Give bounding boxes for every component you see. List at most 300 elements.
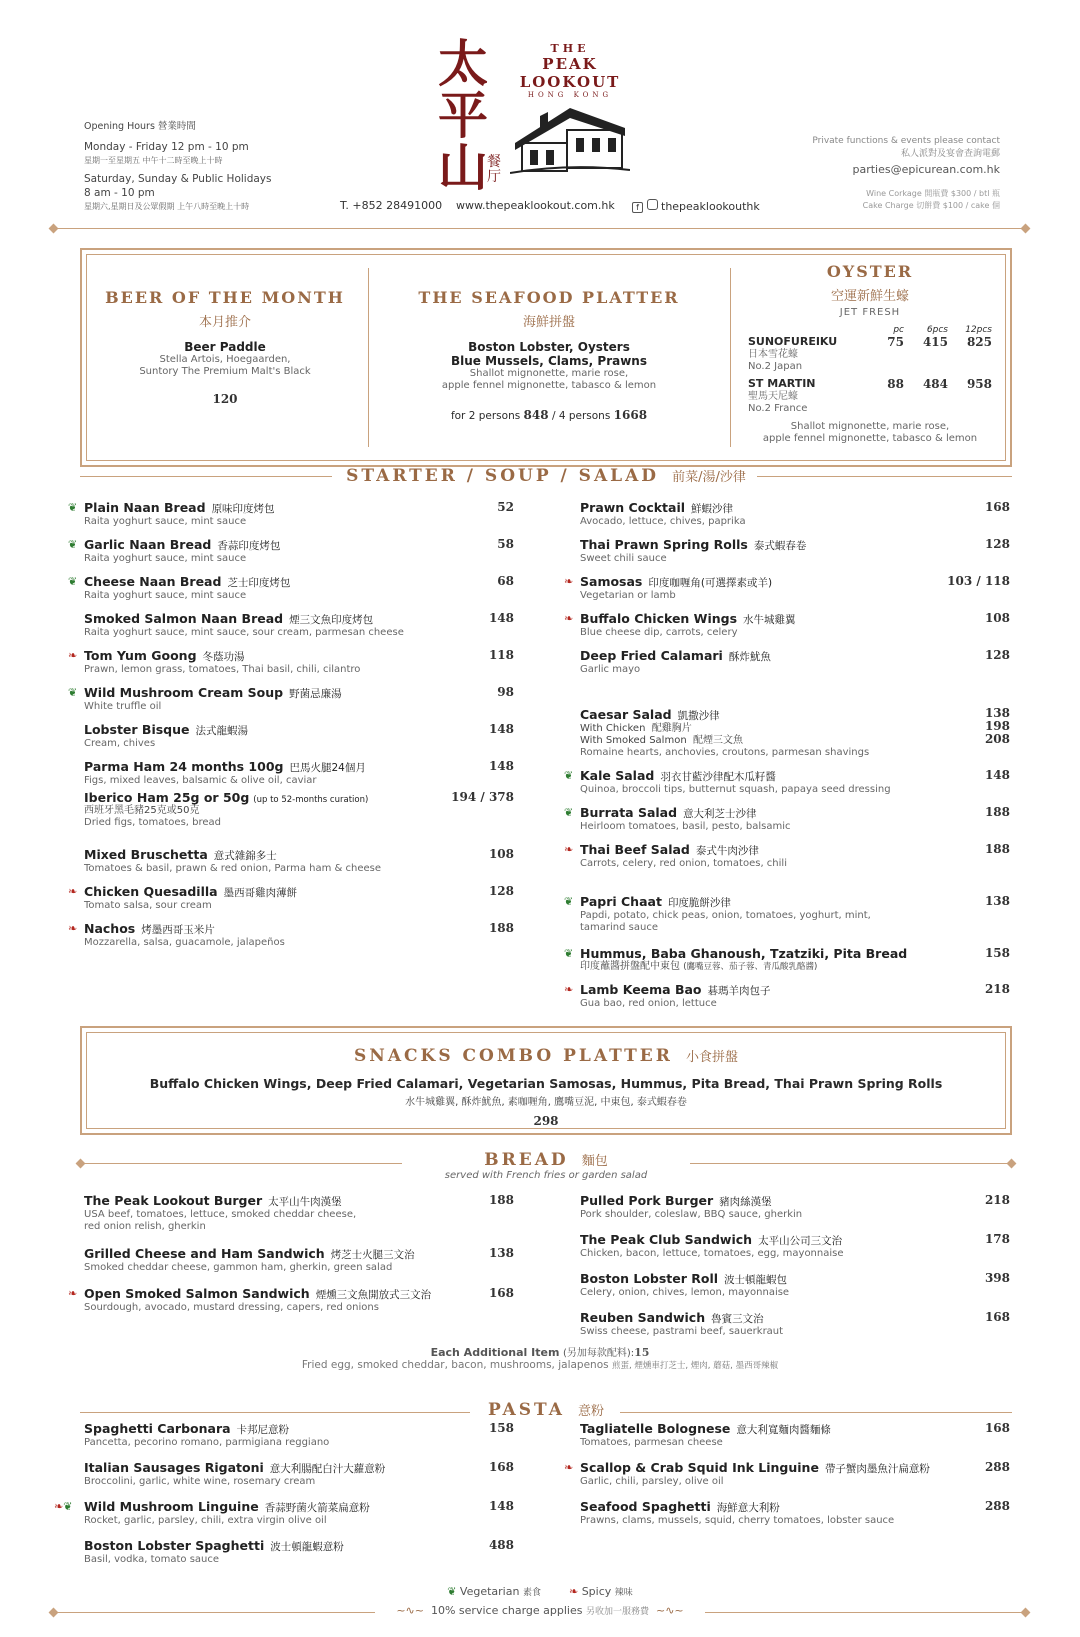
menu-item	[84, 847, 514, 875]
oyster-title: OYSTER	[826, 262, 914, 281]
item-desc: Garlic, chili, parsley, olive oil	[580, 1476, 724, 1487]
menu-item	[84, 611, 514, 639]
item-name-cn: 香蒜野菌火箭菜扁意粉	[264, 1502, 370, 1514]
logo-hong-kong: HONG KONG	[527, 91, 613, 99]
item-desc: Quinoa, broccoli tips, butternut squash, papaya seed dressing	[580, 784, 891, 795]
logo-chinese: 太平山	[438, 34, 488, 197]
vegetarian-icon: ❦	[68, 686, 78, 699]
item-name-cn: 煙三文魚印度烤包	[289, 614, 374, 626]
item-name: Spaghetti Carbonara	[84, 1421, 231, 1436]
oyster-price: 825	[966, 335, 992, 349]
phone-number[interactable]: T. +852 28491000	[340, 199, 443, 212]
seafood-desc-1: Shallot mignonette, marie rose,	[469, 368, 629, 379]
oyster-origin: No.2 Japan	[748, 361, 803, 372]
starter-title: STARTER / SOUP / SALAD	[346, 466, 660, 486]
seafood-platter	[369, 250, 729, 465]
oyster-col-label: 12pcs	[965, 325, 992, 335]
item-name-cn: 帶子蟹肉墨魚汁扁意粉	[824, 1463, 930, 1475]
beer-name: Beer Paddle	[184, 340, 266, 354]
item-name-cn: 芝士印度烤包	[227, 577, 291, 589]
seafood-title: THE SEAFOOD PLATTER	[418, 288, 680, 307]
additional-items	[0, 1344, 1080, 1371]
item-name-cn: 西班牙黑毛豬25克或50克	[84, 805, 200, 816]
item-price: 168	[984, 500, 1010, 514]
item-name-cn: 水牛城雞翼	[743, 614, 796, 626]
item-desc: Garlic mayo	[580, 664, 641, 675]
item-desc: Dried figs, tomatoes, bread	[84, 817, 222, 828]
item-desc-2: red onion relish, gherkin	[84, 1221, 206, 1232]
item-name: Tagliatelle Bolognese	[580, 1421, 731, 1436]
menu-item	[68, 574, 514, 602]
item-name: Hummus, Baba Ghanoush, Tzatziki, Pita Bread	[580, 946, 908, 961]
menu-item-caesar-salad	[580, 707, 1010, 759]
item-name-cn: 魯賓三文治	[711, 1313, 764, 1325]
snacks-combo-platter	[80, 1026, 1012, 1135]
vegetarian-icon: ❦	[564, 769, 574, 782]
item-name: Thai Beef Salad	[580, 842, 690, 857]
item-desc: Smoked cheddar cheese, gammon ham, gherkin, green salad	[84, 1262, 393, 1273]
footer-divider	[55, 1612, 375, 1613]
oyster-desc-1: Shallot mignonette, marie rose,	[790, 421, 950, 432]
footer-divider	[705, 1612, 1025, 1613]
item-desc: White truffle oil	[84, 701, 162, 712]
item-name-cn: 法式龍蝦湯	[195, 725, 248, 737]
service-charge-en: 10% service charge applies	[430, 1604, 583, 1617]
wine-corkage: Wine Corkage 開瓶費 $300 / btl 瓶	[866, 189, 1000, 198]
menu-item	[580, 1193, 1010, 1221]
item-price: 168	[984, 1310, 1010, 1324]
menu-item	[580, 1499, 1010, 1527]
item-name: Nachos	[84, 921, 136, 936]
item-desc: Swiss cheese, pastrami beef, sauerkraut	[580, 1326, 784, 1337]
item-desc: Prawns, clams, mussels, squid, cherry tomatoes, lobster sauce	[580, 1515, 895, 1526]
menu-item	[580, 1271, 1010, 1299]
menu-item	[564, 1460, 1010, 1488]
item-price: 128	[984, 648, 1010, 662]
oyster-price: 88	[887, 377, 904, 391]
item-price: 148	[488, 759, 514, 773]
menu-item	[68, 648, 514, 676]
item-name-cn: 原味印度烤包	[211, 503, 275, 515]
opening-hours	[84, 120, 272, 218]
item-name-cn: 意式雜錦多士	[213, 850, 277, 862]
menu-item	[564, 768, 1010, 796]
item-price: 108	[488, 847, 514, 861]
for-2-label: for 2 persons	[450, 410, 521, 422]
for-4-price: 1668	[613, 408, 648, 422]
item-desc: Vegetarian or lamb	[580, 590, 676, 601]
item-price: 168	[488, 1286, 514, 1300]
item-name-cn: 意大利芝士沙律	[683, 808, 757, 820]
spicy-icon: ❧	[68, 885, 78, 898]
oyster	[732, 250, 1010, 465]
item-name-cn: 泰式蝦春卷	[753, 540, 807, 552]
item-name-cn: 羽衣甘藍沙律配木瓜籽醬	[660, 771, 776, 783]
item-name: Seafood Spaghetti	[580, 1499, 711, 1514]
corkage-info	[863, 188, 1000, 212]
item-price: 158	[984, 946, 1010, 960]
item-name: Wild Mushroom Linguine	[84, 1499, 259, 1514]
item-price: 188	[488, 921, 514, 935]
item-desc: USA beef, tomatoes, lettuce, smoked cheddar cheese,	[84, 1209, 357, 1220]
combo-items-cn: 水牛城雞翼, 酥炸魷魚, 素咖喱角, 鷹嘴豆泥, 中東包, 泰式蝦春卷	[405, 1097, 687, 1108]
additional-list-cn: 煎蛋, 煙燻車打芝士, 煙肉, 蘑菇, 墨西哥辣椒	[611, 1361, 779, 1371]
oyster-list	[748, 325, 992, 415]
item-desc: Figs, mixed leaves, balsamic & olive oil, caviar	[84, 775, 317, 786]
legend-vegetarian: Vegetarian	[459, 1585, 520, 1598]
cake-charge: Cake Charge 切餅費 $100 / cake 個	[862, 201, 1000, 210]
spicy-icon: ❧	[564, 1461, 574, 1474]
caesar-price-chicken: 198	[984, 719, 1010, 733]
oyster-name-cn: 聖馬天尼蠔	[748, 391, 798, 402]
item-desc: Heirloom tomatoes, basil, pesto, balsamic	[580, 821, 791, 832]
item-price: 188	[488, 1193, 514, 1207]
item-price: 52	[497, 500, 514, 514]
weekday-hours-cn: 星期一至星期五 中午十二時至晚上十時	[84, 156, 223, 165]
spicy-icon: ❧	[564, 983, 574, 996]
item-name-cn: 太平山牛肉漢堡	[268, 1196, 342, 1208]
item-price: 188	[984, 842, 1010, 856]
item-price: 118	[488, 648, 514, 662]
item-name: Prawn Cocktail	[580, 500, 686, 515]
menu-item	[580, 1421, 1010, 1449]
item-price: 194 / 378	[451, 790, 514, 804]
item-desc: Raita yoghurt sauce, mint sauce	[84, 553, 247, 564]
item-price: 128	[984, 537, 1010, 551]
item-name-cn: 碁瑪羊肉包子	[707, 985, 771, 997]
spicy-icon: ❧	[54, 1500, 64, 1513]
item-price: 398	[984, 1271, 1010, 1285]
starter-heading	[80, 466, 1012, 486]
item-name: Boston Lobster Spaghetti	[84, 1538, 265, 1553]
item-desc: Tomatoes & basil, prawn & red onion, Parma ham & cheese	[84, 863, 381, 874]
item-name: Wild Mushroom Cream Soup	[84, 685, 284, 700]
vegetarian-icon: ❦	[564, 806, 574, 819]
seafood-line-2: Blue Mussels, Clams, Prawns	[450, 354, 647, 368]
oyster-desc-2: apple fennel mignonette, tabasco & lemon	[762, 433, 978, 444]
item-name: Grilled Cheese and Ham Sandwich	[84, 1246, 325, 1261]
bread-heading	[80, 1150, 1012, 1181]
hours-label: Opening Hours 營業時間	[84, 121, 196, 132]
item-name-cn: 泰式牛肉沙律	[695, 845, 759, 857]
item-price: 68	[497, 574, 514, 588]
item-name: Parma Ham 24 months 100g	[84, 759, 284, 774]
item-desc: Romaine hearts, anchovies, croutons, parmesan shavings	[580, 747, 870, 758]
menu-item	[564, 982, 1010, 1010]
menu-item-papri-chaat	[564, 894, 1010, 934]
legend	[0, 1585, 1080, 1598]
menu-item	[68, 1286, 514, 1314]
beer-desc-2: Suntory The Premium Malt's Black	[139, 366, 311, 377]
combo-price: 298	[533, 1114, 559, 1128]
item-name-cn: 卡邦尼意粉	[236, 1424, 290, 1436]
menu-item	[84, 1246, 514, 1274]
item-name: The Peak Lookout Burger	[84, 1193, 263, 1208]
oyster-sub: JET FRESH	[839, 307, 901, 318]
caesar-option-1-cn: 配雞胸片	[651, 723, 692, 734]
legend-spicy: Spicy	[581, 1585, 612, 1598]
item-price: 188	[984, 805, 1010, 819]
seafood-line-1: Boston Lobster, Oysters	[468, 340, 630, 354]
item-price: 218	[984, 982, 1010, 996]
item-desc: Tomato salsa, sour cream	[84, 900, 212, 911]
item-name: Lobster Bisque	[84, 722, 190, 737]
oyster-price: 75	[887, 335, 904, 349]
spicy-icon: ❧	[564, 575, 574, 588]
item-desc: Mozzarella, salsa, guacamole, jalapeños	[84, 937, 285, 948]
item-name: Reuben Sandwich	[580, 1310, 706, 1325]
menu-item	[84, 1421, 514, 1449]
oyster-item	[748, 377, 992, 415]
item-name: Garlic Naan Bread	[84, 537, 212, 552]
menu-item	[68, 884, 514, 912]
beer-title: BEER OF THE MONTH	[105, 288, 345, 307]
item-price: 58	[497, 537, 514, 551]
for-4-label: / 4 persons	[551, 410, 611, 422]
service-charge-cn: 另收加一服務費	[585, 1607, 649, 1617]
item-desc: Cream, chives	[84, 738, 156, 749]
bread-title: BREAD	[484, 1150, 569, 1170]
item-price: 168	[488, 1460, 514, 1474]
pasta-heading	[80, 1400, 1012, 1420]
item-price	[985, 707, 1010, 746]
item-name: Thai Prawn Spring Rolls	[580, 537, 748, 552]
item-desc: Prawn, lemon grass, tomatoes, Thai basil, chili, cilantro	[84, 664, 361, 675]
item-desc-2: tamarind sauce	[580, 922, 658, 933]
item-name-cn: 香蒜印度烤包	[217, 540, 281, 552]
menu-item	[580, 537, 1010, 565]
seafood-prices	[369, 408, 729, 422]
item-name-cn: 印度蘸醬拼盤配中東包	[580, 961, 680, 972]
item-name-cn: 煙燻三文魚開放式三文治	[315, 1289, 432, 1301]
item-name-cn: 鮮蝦沙律	[691, 503, 734, 515]
item-name: Plain Naan Bread	[84, 500, 206, 515]
website-link[interactable]: www.thepeaklookout.com.hk	[456, 199, 615, 212]
item-name-cn: 墨西哥雞肉薄餅	[223, 887, 298, 899]
oyster-price-header	[748, 325, 992, 335]
item-price: 158	[488, 1421, 514, 1435]
menu-item	[580, 1232, 1010, 1260]
item-name: Burrata Salad	[580, 805, 678, 820]
private-events	[812, 135, 1000, 176]
item-desc: Basil, vodka, tomato sauce	[84, 1554, 220, 1565]
item-desc: Rocket, garlic, parsley, chili, extra virgin olive oil	[84, 1515, 327, 1526]
menu-item	[84, 1538, 514, 1566]
item-name-cn: 凱撒沙律	[677, 710, 720, 722]
vegetarian-icon: ❦	[68, 575, 78, 588]
building-logo-icon	[510, 88, 630, 178]
menu-item	[68, 921, 514, 949]
item-desc: Sourdough, avocado, mustard dressing, capers, red onions	[84, 1302, 379, 1313]
item-name: Mixed Bruschetta	[84, 847, 208, 862]
item-desc: Raita yoghurt sauce, mint sauce	[84, 590, 247, 601]
combo-title-cn: 小食拼盤	[685, 1050, 738, 1065]
item-desc: Tomatoes, parmesan cheese	[580, 1437, 723, 1448]
spicy-icon: ❧	[568, 1585, 579, 1598]
instagram-icon	[647, 199, 658, 210]
item-price: 138	[984, 894, 1010, 908]
item-price: 178	[984, 1232, 1010, 1246]
item-desc: Chicken, bacon, lettuce, tomatoes, egg, mayonnaise	[580, 1248, 844, 1259]
private-events-cn: 私人派對及宴會查詢電郵	[900, 149, 1000, 159]
menu-item	[84, 722, 514, 750]
vegetarian-icon: ❦	[564, 895, 574, 908]
menu-item	[580, 1310, 1010, 1338]
beer-title-cn: 本月推介	[198, 315, 251, 330]
service-charge	[0, 1604, 1080, 1617]
item-price: 168	[984, 1421, 1010, 1435]
header	[0, 0, 1080, 230]
legend-spicy-cn: 辣味	[614, 1588, 633, 1598]
oyster-title-cn: 空運新鮮生蠔	[830, 289, 909, 304]
bread-subtitle: served with French fries or garden salad	[444, 1170, 648, 1181]
flourish-right-icon: ~∿~	[656, 1604, 684, 1617]
item-name-cn: 意大利寬麵肉醬麵條	[736, 1424, 831, 1436]
menu-item	[564, 574, 1010, 602]
combo-title: SNACKS COMBO PLATTER	[354, 1046, 673, 1066]
menu-item	[580, 648, 1010, 676]
oyster-col-label: 6pcs	[926, 325, 948, 335]
additional-list: Fried egg, smoked cheddar, bacon, mushrooms, jalapenos	[301, 1359, 609, 1371]
item-name-cn: 波士頓龍蝦包	[724, 1274, 788, 1286]
item-name-cn: 巴馬火腿24個月	[289, 762, 366, 774]
item-desc: Sweet chili sauce	[580, 553, 667, 564]
item-note: (up to 52-months curation)	[253, 795, 369, 805]
item-desc: Broccolini, garlic, white wine, rosemary cream	[84, 1476, 316, 1487]
pasta-title: PASTA	[487, 1400, 565, 1420]
events-email[interactable]: parties@epicurean.com.hk	[852, 163, 1000, 176]
oyster-origin: No.2 France	[748, 403, 808, 414]
weekend-label: Saturday, Sunday & Public Holidays	[84, 173, 272, 185]
item-price: 103 / 118	[947, 574, 1010, 588]
beer-desc-1: Stella Artois, Hoegaarden,	[159, 354, 291, 365]
item-price: 218	[984, 1193, 1010, 1207]
caesar-price-salmon: 208	[984, 732, 1010, 746]
spicy-icon: ❧	[564, 612, 574, 625]
seafood-title-cn: 海鮮拼盤	[522, 315, 575, 330]
item-name: Italian Sausages Rigatoni	[84, 1460, 264, 1475]
item-desc: Pancetta, pecorino romano, parmigiana reggiano	[84, 1437, 330, 1448]
beer-price: 120	[212, 392, 238, 406]
private-events-en: Private functions & events please contact	[812, 136, 1000, 146]
menu-item	[564, 805, 1010, 833]
menu-item	[68, 685, 514, 713]
oyster-name: SUNOFUREIKU	[748, 335, 838, 348]
menu-item	[84, 1460, 514, 1488]
spicy-icon: ❧	[68, 649, 78, 662]
facebook-icon: f	[632, 202, 643, 213]
seafood-desc-2: apple fennel mignonette, tabasco & lemon	[441, 380, 657, 391]
item-name: Samosas	[580, 574, 643, 589]
weekend-hours: 8 am - 10 pm	[84, 187, 155, 199]
item-price: 288	[984, 1460, 1010, 1474]
bread-title-cn: 麵包	[581, 1154, 608, 1169]
item-name: The Peak Club Sandwich	[580, 1232, 753, 1247]
item-price: 148	[488, 611, 514, 625]
item-desc: Celery, onion, chives, lemon, mayonnaise	[580, 1287, 790, 1298]
menu-item	[68, 537, 514, 565]
oyster-item	[748, 335, 992, 373]
additional-label-cn: (另加每款配料):	[562, 1348, 635, 1359]
item-name-cn: 冬蔭功湯	[202, 651, 245, 663]
vegetarian-icon: ❦	[447, 1585, 457, 1598]
oyster-col-label: pc	[893, 325, 904, 335]
caesar-price-base: 138	[984, 706, 1010, 720]
item-name-cn: 波士頓龍蝦意粉	[270, 1541, 344, 1553]
item-name: Open Smoked Salmon Sandwich	[84, 1286, 310, 1301]
item-price: 488	[488, 1538, 514, 1552]
item-price: 148	[488, 722, 514, 736]
starter-title-cn: 前菜/湯/沙律	[672, 470, 746, 485]
item-price: 148	[488, 1499, 514, 1513]
vegetarian-icon: ❦	[68, 538, 78, 551]
item-desc: Papdi, potato, chick peas, onion, tomatoes, yoghurt, mint,	[580, 910, 871, 921]
spicy-icon: ❧	[68, 922, 78, 935]
column-divider	[730, 268, 731, 447]
social-handle[interactable]	[632, 199, 760, 213]
item-name-cn: 印度咖喱角(可選擇素或羊)	[648, 577, 773, 589]
item-name-cn: 酥炸魷魚	[728, 651, 771, 663]
item-name-cn: 烤墨西哥玉米片	[141, 924, 215, 936]
additional-price: 15	[634, 1346, 650, 1359]
menu-item	[564, 611, 1010, 639]
oyster-price: 958	[966, 377, 992, 391]
logo-chinese-small: 餐厅	[487, 154, 501, 185]
combo-items: Buffalo Chicken Wings, Deep Fried Calamari, Vegetarian Samosas, Hummus, Pita Bread, Thai Prawn Spring Rolls	[149, 1076, 943, 1091]
item-name-cn: 豬肉絲漢堡	[719, 1196, 772, 1208]
item-price: 148	[984, 768, 1010, 782]
menu-item-hummus	[564, 946, 1010, 973]
social-handle-text: thepeaklookouthk	[661, 200, 760, 213]
item-name: Smoked Salmon Naan Bread	[84, 611, 284, 626]
item-name: Boston Lobster Roll	[580, 1271, 719, 1286]
menu-item	[84, 759, 514, 787]
oyster-price: 415	[922, 335, 948, 349]
item-name: Buffalo Chicken Wings	[580, 611, 738, 626]
item-desc: Gua bao, red onion, lettuce	[580, 998, 717, 1009]
vegetarian-icon: ❦	[564, 947, 574, 960]
item-name-cn: 意大利腸配白汁大蘿意粉	[269, 1463, 386, 1475]
item-name: Chicken Quesadilla	[84, 884, 218, 899]
spicy-icon: ❧	[68, 1287, 78, 1300]
weekday-hours: Monday - Friday 12 pm - 10 pm	[84, 141, 249, 153]
menu-item	[54, 1499, 514, 1527]
menu-item-iberico-ham	[84, 790, 514, 829]
featured-box	[80, 248, 1012, 467]
flourish-left-icon: ~∿~	[396, 1604, 424, 1617]
pasta-title-cn: 意粉	[578, 1404, 605, 1419]
item-desc: Pork shoulder, coleslaw, BBQ sauce, gherkin	[580, 1209, 803, 1220]
item-name: Scallop & Crab Squid Ink Linguine	[580, 1460, 819, 1475]
item-name-cn: 印度脆餅沙律	[667, 897, 731, 909]
menu-item	[68, 500, 514, 528]
beer-of-the-month	[82, 250, 368, 465]
item-name: Papri Chaat	[580, 894, 662, 909]
item-name: Lamb Keema Bao	[580, 982, 702, 997]
spicy-icon: ❧	[564, 843, 574, 856]
legend-vegetarian-cn: 素食	[522, 1588, 541, 1598]
oyster-name: ST MARTIN	[748, 377, 816, 390]
caesar-option-2: With Smoked Salmon	[580, 735, 687, 746]
item-desc: Raita yoghurt sauce, mint sauce, sour cream, parmesan cheese	[84, 627, 404, 638]
logo-the: THE	[550, 42, 590, 55]
oyster-name-cn: 日本雪花蠔	[748, 349, 798, 360]
item-name-cn: 海鮮意大利粉	[716, 1502, 780, 1514]
item-name-cn: 野菌忌廉湯	[289, 688, 342, 700]
item-name: Cheese Naan Bread	[84, 574, 222, 589]
item-price: 98	[497, 685, 514, 699]
item-desc: Avocado, lettuce, chives, paprika	[580, 516, 746, 527]
